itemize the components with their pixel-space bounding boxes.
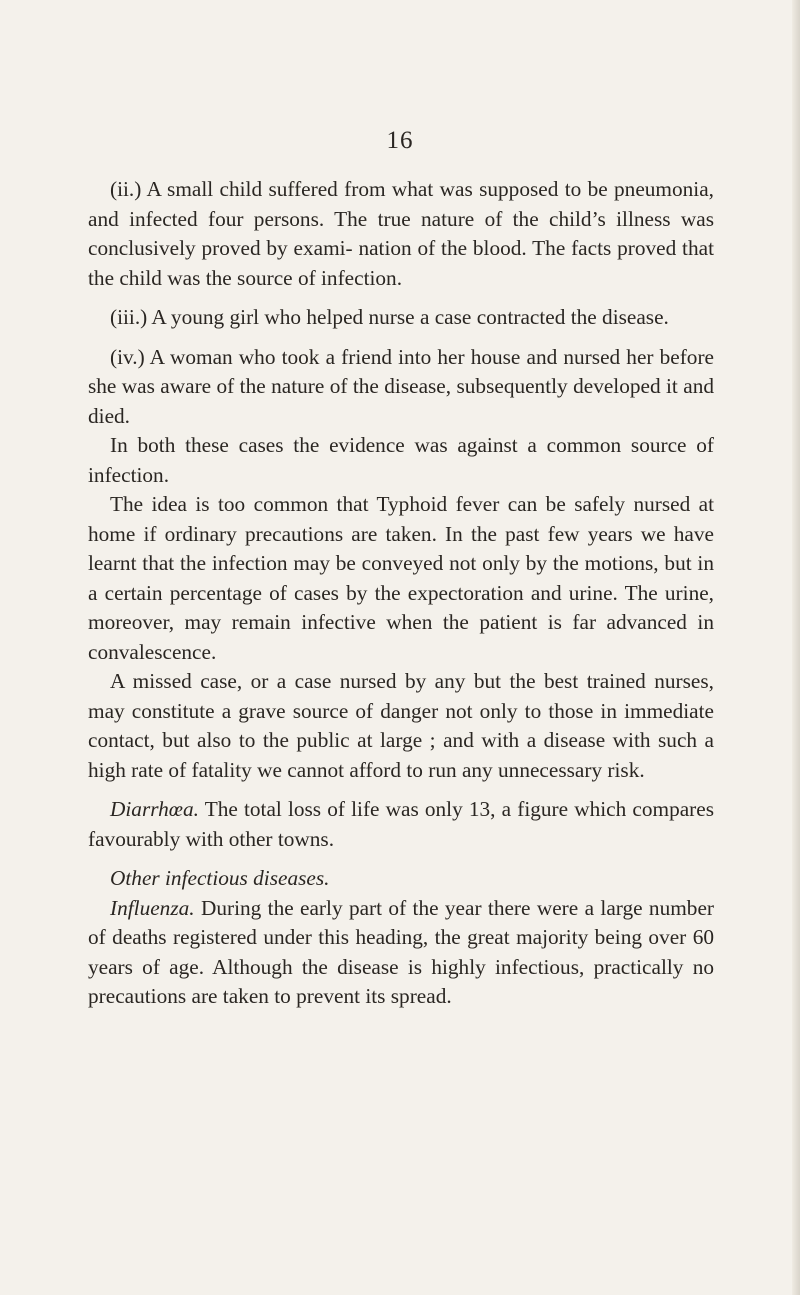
page-number: 16	[386, 127, 414, 154]
paragraph-case-ii: (ii.) A small child suffered from what was supposed to be pneumonia, and infected four persons. The true nature of the child’s illness was conclusively proved by exami- nation of the blood. The facts proved that the child was the source of infection.	[88, 177, 714, 290]
influenza-heading: Influenza.	[110, 895, 195, 920]
paragraph-missed-case: A missed case, or a case nursed by any but the best trained nurses, may constitute a grave source of danger not only to those in immediate contact, but also to the public at large ; and with a disease with such a high rate of fatality we cannot afford to run any unnecessary risk.	[88, 669, 714, 782]
paragraph-diarrhoea	[88, 795, 714, 854]
diarrhoea-text: The total loss of life was only 13, a figure which compares favourably with other towns.	[88, 797, 714, 851]
paragraph-influenza	[88, 894, 714, 1012]
paragraph-case-iv: (iv.) A woman who took a friend into her house and nursed her before she was aware of the nature of the disease, subsequently developed it and died.	[88, 344, 714, 428]
page-edge-shadow	[792, 0, 800, 1295]
body-text	[88, 175, 714, 1012]
paragraph-case-iii: (iii.) A young girl who helped nurse a case contracted the disease.	[110, 305, 669, 329]
diarrhoea-heading: Diarrhœa.	[110, 797, 199, 821]
influenza-text: During the early part of the year there were a large number of deaths registered under this heading, the great majority being over 60 years of age. Although the disease is highly infectious, practically no precautions are taken to prevent its spread.	[88, 895, 714, 1008]
paragraph-common-source: In both these cases the evidence was against a common source of infection.	[88, 433, 714, 487]
other-infectious-heading: Other infectious diseases.	[110, 866, 330, 890]
paragraph-typhoid-nursing: The idea is too common that Typhoid fever can be safely nursed at home if ordinary precautions are taken. In the past few years we have learnt that the infection may be conveyed not only by the motions, but in a certain percentage of cases by the expectoration and urine. The urine, moreover, may remain infective when the patient is far advanced in convalescence.	[88, 492, 714, 664]
